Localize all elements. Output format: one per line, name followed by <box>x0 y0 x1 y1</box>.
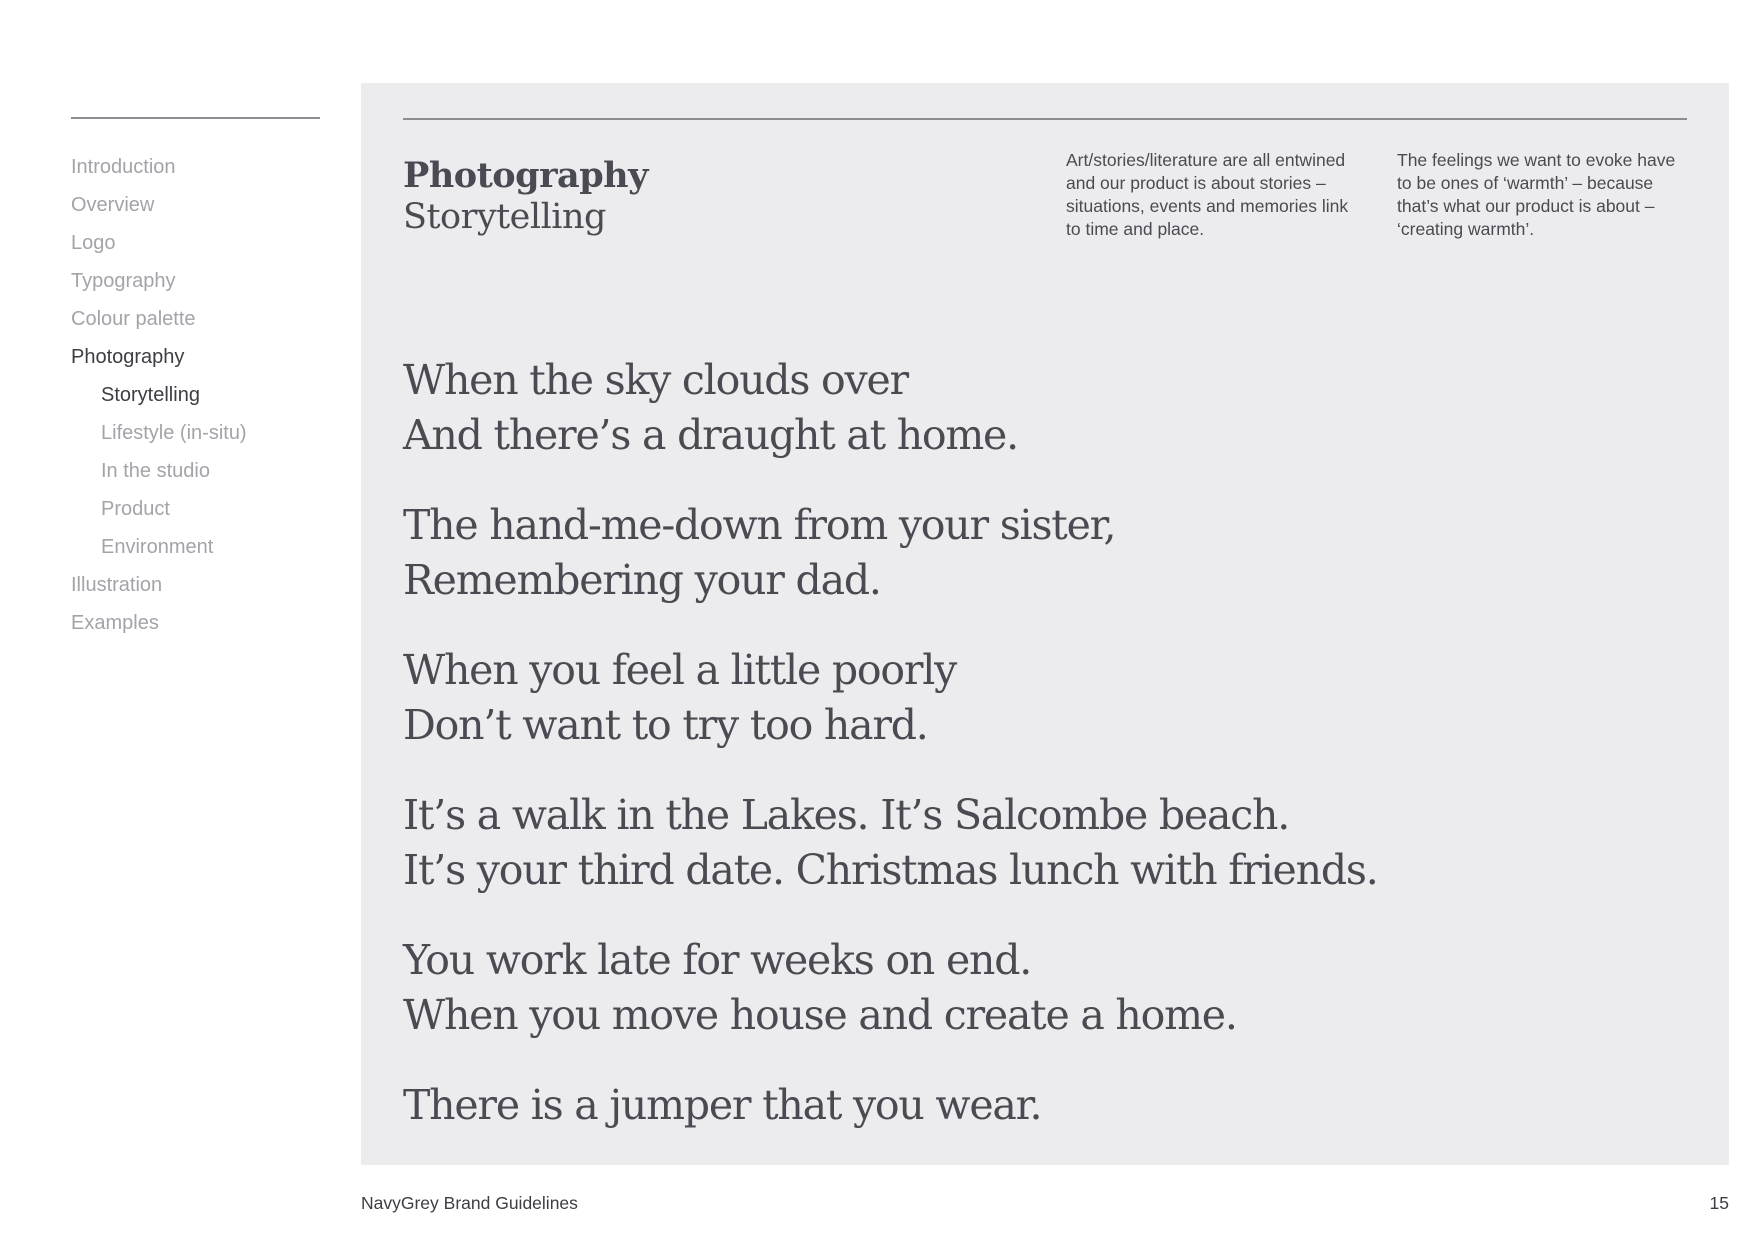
storytelling-poem <box>403 353 1378 1168</box>
sidebar-item-colour-palette[interactable]: Colour palette <box>71 308 196 330</box>
poem-line: It’s your third date. Christmas lunch with friends. <box>403 846 1378 894</box>
page-subtitle: Storytelling <box>403 197 606 237</box>
sidebar-subitem-product[interactable]: Product <box>101 498 170 520</box>
sidebar-item-typography[interactable]: Typography <box>71 270 176 292</box>
intro-paragraph-2: The feelings we want to evoke have to be ones of ‘warmth’ – because that’s what our product is about – ‘creating warmth’. <box>1397 150 1676 239</box>
page-title: Photography <box>403 155 648 196</box>
sidebar-subitem-storytelling[interactable]: Storytelling <box>101 384 200 406</box>
poem-line: When you move house and create a home. <box>403 991 1237 1039</box>
sidebar-item-photography[interactable]: Photography <box>71 346 185 368</box>
sidebar-item-introduction[interactable]: Introduction <box>71 156 176 178</box>
page-heading <box>403 155 648 237</box>
sidebar-subitem-environment[interactable]: Environment <box>101 536 214 558</box>
poem-stanza <box>403 933 1378 1043</box>
poem-stanza <box>403 1078 1378 1133</box>
sidebar-divider <box>71 117 320 119</box>
sidebar-nav <box>71 117 320 642</box>
sidebar-subitem-in-the-studio[interactable]: In the studio <box>101 460 210 482</box>
sidebar-item-overview[interactable]: Overview <box>71 194 155 216</box>
poem-stanza <box>403 643 1378 753</box>
content-divider <box>403 118 1687 120</box>
sidebar-item-logo[interactable]: Logo <box>71 232 116 254</box>
poem-stanza <box>403 498 1378 608</box>
poem-line: It’s a walk in the Lakes. It’s Salcombe beach. <box>403 791 1290 839</box>
nav-list <box>71 148 320 642</box>
sidebar-subitem-lifestyle[interactable]: Lifestyle (in-situ) <box>101 422 247 444</box>
poem-line: And there’s a draught at home. <box>403 411 1018 459</box>
poem-line: Don’t want to try too hard. <box>403 701 928 749</box>
poem-line: There is a jumper that you wear. <box>403 1081 1042 1129</box>
poem-line: Remembering your dad. <box>403 556 881 604</box>
poem-line: You work late for weeks on end. <box>403 936 1032 984</box>
sidebar-item-illustration[interactable]: Illustration <box>71 574 163 596</box>
poem-line: When you feel a little poorly <box>403 646 957 694</box>
poem-line: The hand-me-down from your sister, <box>403 501 1116 549</box>
content-panel <box>361 83 1729 1165</box>
poem-line: When the sky clouds over <box>403 356 908 404</box>
sidebar-item-examples[interactable]: Examples <box>71 612 159 634</box>
poem-stanza <box>403 788 1378 898</box>
footer-page-number: 15 <box>1709 1193 1729 1213</box>
intro-paragraph-1: Art/stories/literature are all entwined and our product is about stories – situations, events and memories link to time and place. <box>1066 150 1349 239</box>
footer-document-title: NavyGrey Brand Guidelines <box>361 1193 578 1213</box>
poem-stanza <box>403 353 1378 463</box>
